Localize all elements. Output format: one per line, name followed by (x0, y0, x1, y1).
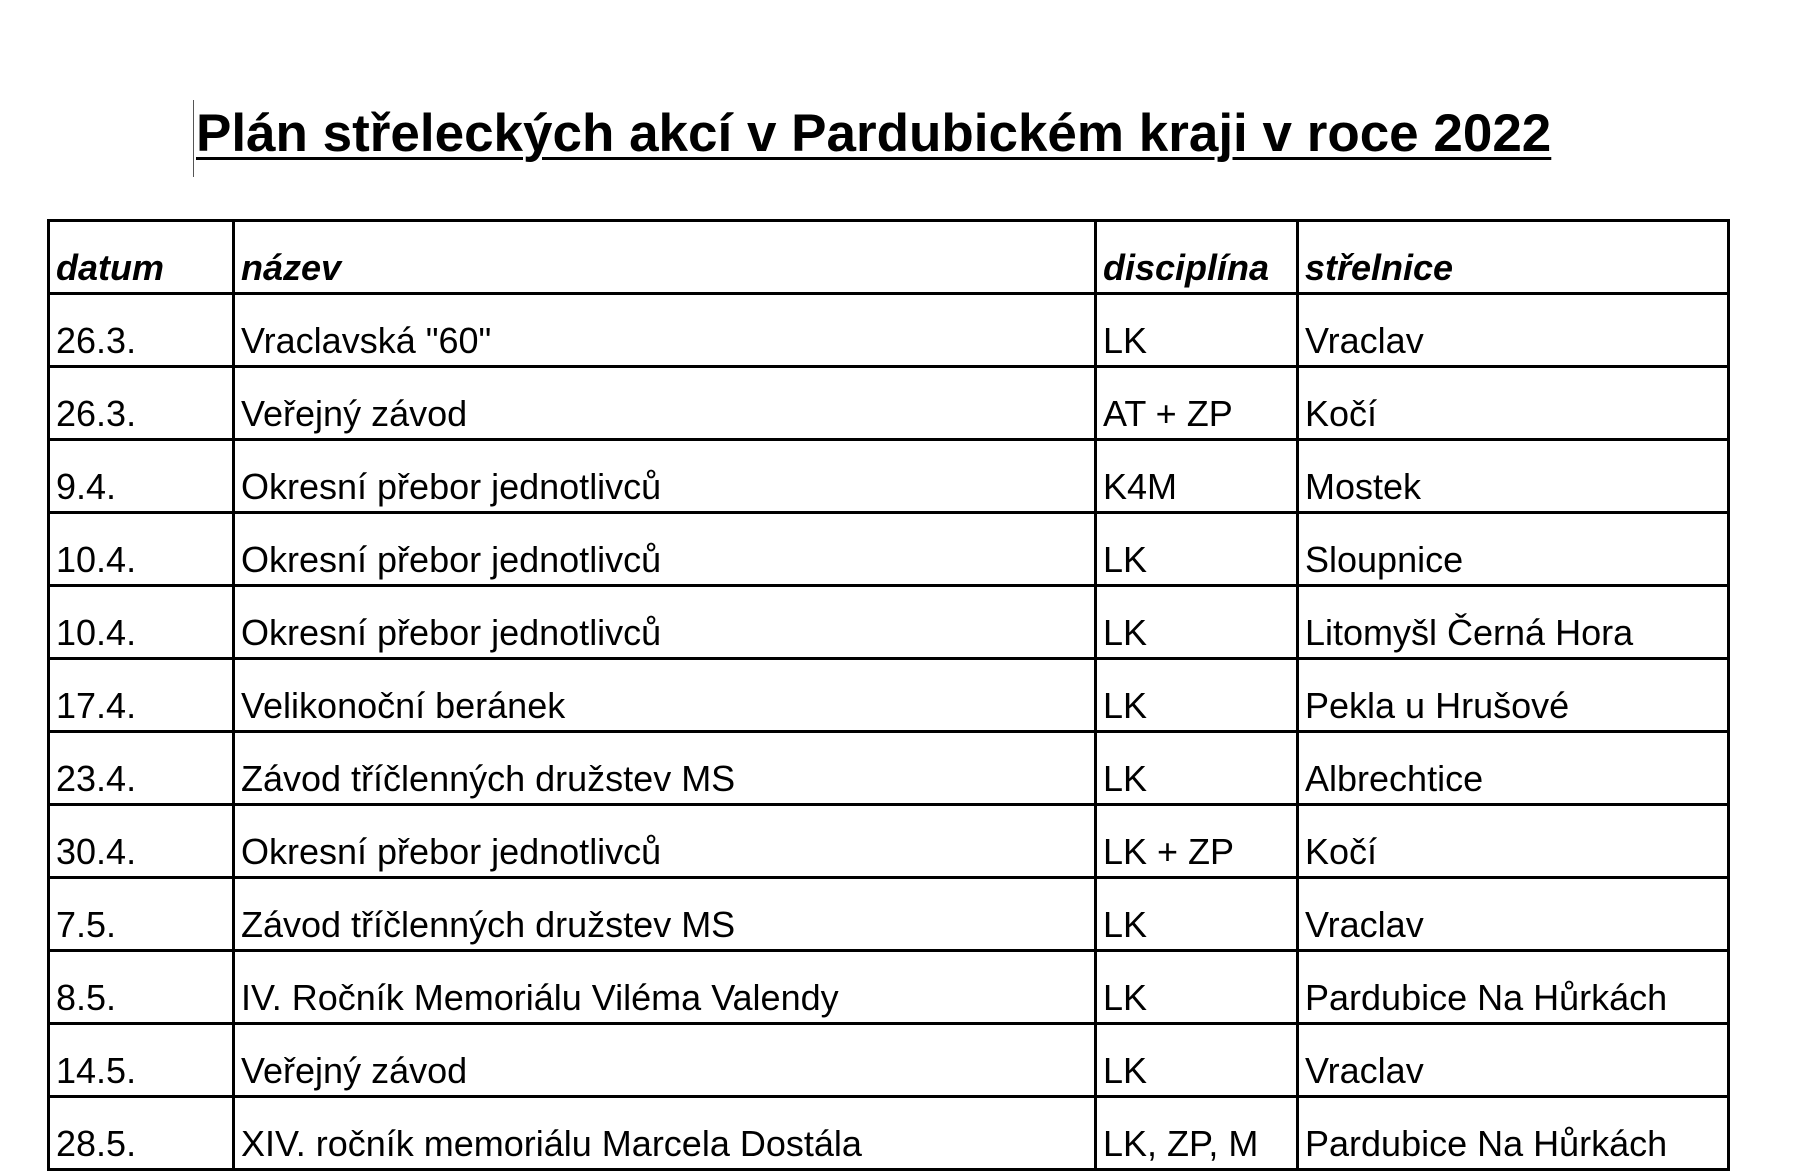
cell-discipline: K4M (1096, 440, 1298, 513)
document-title: Plán střeleckých akcí v Pardubickém kraji v roce 2022 (196, 104, 1552, 163)
events-table (47, 219, 1730, 1171)
cell-name: Veřejný závod (234, 1024, 1096, 1097)
cell-range: Vraclav (1298, 294, 1729, 367)
cell-range: Albrechtice (1298, 732, 1729, 805)
cell-date: 28.5. (49, 1097, 234, 1170)
table-row (49, 294, 1729, 367)
header-name: název (234, 221, 1096, 294)
cell-date: 26.3. (49, 367, 234, 440)
header-date: datum (49, 221, 234, 294)
cell-name: XIV. ročník memoriálu Marcela Dostála (234, 1097, 1096, 1170)
table-header-row (49, 221, 1729, 294)
cell-name: IV. Ročník Memoriálu Viléma Valendy (234, 951, 1096, 1024)
cell-name: Okresní přebor jednotlivců (234, 586, 1096, 659)
table-row (49, 732, 1729, 805)
cell-discipline: LK (1096, 586, 1298, 659)
cell-date: 7.5. (49, 878, 234, 951)
table-row (49, 878, 1729, 951)
cell-range: Pardubice Na Hůrkách (1298, 951, 1729, 1024)
cell-discipline: AT + ZP (1096, 367, 1298, 440)
cell-date: 30.4. (49, 805, 234, 878)
cell-name: Závod tříčlenných družstev MS (234, 878, 1096, 951)
table-row (49, 367, 1729, 440)
cell-name: Závod tříčlenných družstev MS (234, 732, 1096, 805)
cell-range: Mostek (1298, 440, 1729, 513)
cell-date: 10.4. (49, 513, 234, 586)
cell-range: Kočí (1298, 367, 1729, 440)
table-row (49, 1024, 1729, 1097)
table-row (49, 586, 1729, 659)
cell-discipline: LK (1096, 1024, 1298, 1097)
cell-discipline: LK (1096, 951, 1298, 1024)
cell-range: Pardubice Na Hůrkách (1298, 1097, 1729, 1170)
cell-discipline: LK (1096, 513, 1298, 586)
cell-discipline: LK + ZP (1096, 805, 1298, 878)
cell-name: Veřejný závod (234, 367, 1096, 440)
table-row (49, 951, 1729, 1024)
cell-date: 8.5. (49, 951, 234, 1024)
table-row (49, 440, 1729, 513)
cell-discipline: LK, ZP, M (1096, 1097, 1298, 1170)
cell-range: Pekla u Hrušové (1298, 659, 1729, 732)
header-discipline: disciplína (1096, 221, 1298, 294)
cell-name: Okresní přebor jednotlivců (234, 440, 1096, 513)
cell-date: 9.4. (49, 440, 234, 513)
cell-date: 10.4. (49, 586, 234, 659)
cell-discipline: LK (1096, 659, 1298, 732)
cell-name: Vraclavská "60" (234, 294, 1096, 367)
cell-discipline: LK (1096, 732, 1298, 805)
cell-date: 14.5. (49, 1024, 234, 1097)
table-row (49, 659, 1729, 732)
table-row (49, 513, 1729, 586)
cell-range: Vraclav (1298, 878, 1729, 951)
cell-range: Sloupnice (1298, 513, 1729, 586)
cell-name: Okresní přebor jednotlivců (234, 805, 1096, 878)
cell-range: Litomyšl Černá Hora (1298, 586, 1729, 659)
events-table-container (47, 219, 1727, 1164)
header-range: střelnice (1298, 221, 1729, 294)
cell-range: Kočí (1298, 805, 1729, 878)
text-cursor (193, 100, 194, 177)
cell-date: 26.3. (49, 294, 234, 367)
table-row (49, 805, 1729, 878)
cell-range: Vraclav (1298, 1024, 1729, 1097)
cell-date: 17.4. (49, 659, 234, 732)
table-row (49, 1097, 1729, 1170)
cell-discipline: LK (1096, 294, 1298, 367)
cell-date: 23.4. (49, 732, 234, 805)
cell-discipline: LK (1096, 878, 1298, 951)
cell-name: Okresní přebor jednotlivců (234, 513, 1096, 586)
cell-name: Velikonoční beránek (234, 659, 1096, 732)
